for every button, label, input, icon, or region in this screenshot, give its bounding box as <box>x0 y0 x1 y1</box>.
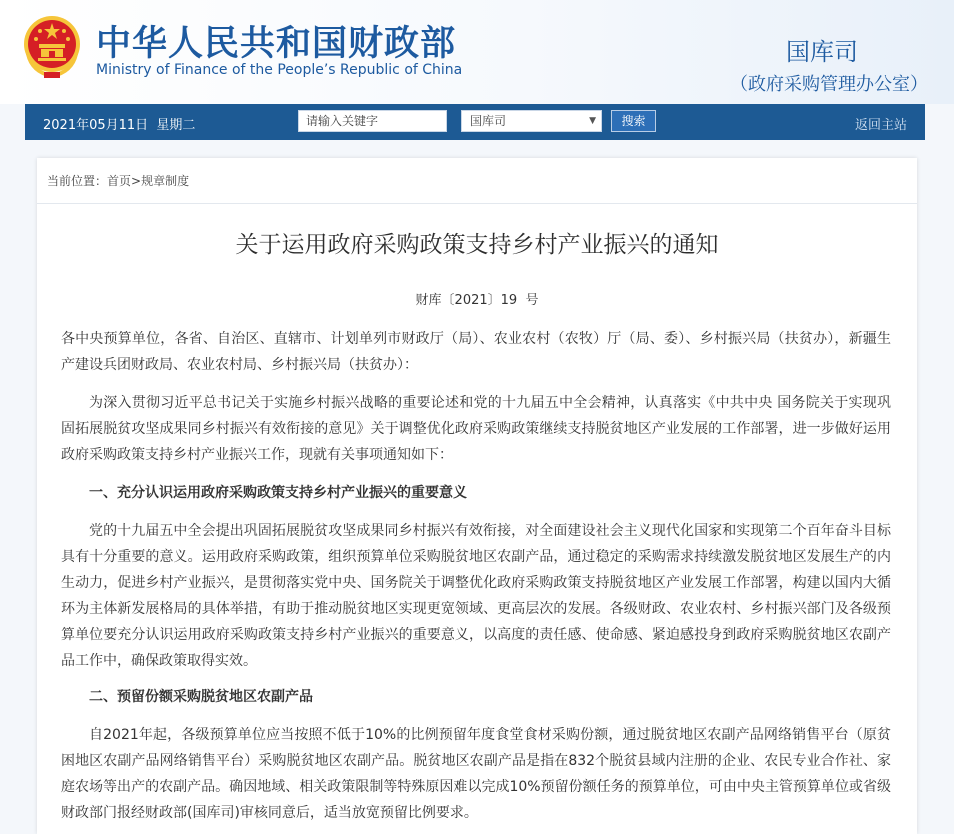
article-title: 关于运用政府采购政策支持乡村产业振兴的通知 <box>235 232 719 258</box>
section-1-body: 党的十九届五中全会提出巩固拓展脱贫攻坚成果同乡村振兴有效衔接，对全面建设社会主义现代化国家和实现第二个百年奋斗目标具有十分重要的意义。运用政府采购政策，组织预算单位采购脱贫地区农副产品，通过稳定的采购需求持续激发脱贫地区发展生产的内生动力，促进乡村产业振兴，是贯彻落实党中央、国务院关于调整优化政府采购政策支持脱贫地区产业发展工作部署，构建以国内大循环为主体新发展格局的具体举措，有助于推动脱贫地区实现更宽领域、更高层次的发展。各级财政、农业农村、乡村振兴部门及各级预算单位要充分认识运用政府采购政策支持乡村产业振兴的重要意义，以高度的责任感、使命感、紧迫感投身到政府采购脱贫地区农副产品工作中，确保政策取得实效。 <box>61 523 891 669</box>
section-2-heading: 二、预留份额采购脱贫地区农副产品 <box>89 689 313 705</box>
site-title[interactable]: 中华人民共和国财政部 <box>96 24 457 64</box>
search-button[interactable]: 搜索 <box>611 110 656 132</box>
section-1-heading: 一、充分认识运用政府采购政策支持乡村产业振兴的重要意义 <box>89 485 467 501</box>
breadcrumb-home-link[interactable]: 首页 <box>107 174 132 188</box>
back-home-link[interactable]: 返回主站 <box>855 118 908 133</box>
site-title-en: Ministry of Finance of the People’s Republic of China <box>96 62 463 78</box>
section-2-body: 自2021年起，各级预算单位应当按照不低于10%的比例预留年度食堂食材采购份额，通过脱贫地区农副产品网络销售平台（原贫困地区农副产品网络销售平台）采购脱贫地区农副产品。脱贫地区农副产品是指在832个脱贫县域内注册的企业、农民专业合作社、家庭农场等出产的农副产品。确因地域、相关政策限制等特殊原因难以完成10%预留份额任务的预算单位，可由中央主管预算单位或省级财政部门报经财政部(国库司)审核同意后，适当放宽预留比例要求。 <box>61 727 891 821</box>
article-container <box>37 158 917 834</box>
breadcrumb <box>47 172 189 189</box>
addressees-paragraph: 各中央预算单位，各省、自治区、直辖市、计划单列市财政厅（局）、农业农村（农牧）厅（局、委）、乡村振兴局（扶贫办），新疆生产建设兵团财政局、农业农村局、乡村振兴局（扶贫办）： <box>61 331 891 373</box>
department-name: 国库司 <box>786 38 858 66</box>
department-subtitle: （政府采购管理办公室） <box>730 74 928 95</box>
breadcrumb-bar <box>37 158 917 204</box>
breadcrumb-current-link[interactable]: 规章制度 <box>141 174 190 188</box>
document-number: 财库〔2021〕19 号 <box>415 293 539 308</box>
breadcrumb-separator: > <box>131 174 142 188</box>
search-input[interactable] <box>298 110 447 132</box>
search-scope-select[interactable] <box>461 110 602 132</box>
chevron-down-icon: ▼ <box>589 116 596 126</box>
national-emblem-icon[interactable] <box>22 14 82 80</box>
site-header <box>0 0 954 104</box>
search-scope-value: 国库司 <box>470 114 507 128</box>
intro-paragraph: 为深入贯彻习近平总书记关于实施乡村振兴战略的重要论述和党的十九届五中全会精神，认真落实《中共中央 国务院关于实现巩固拓展脱贫攻坚成果同乡村振兴有效衔接的意见》关于调整优化政府采购政策继续支持脱贫地区产业发展的工作部署，进一步做好运用政府采购政策支持乡村产业振兴工作，现就有关事项通知如下： <box>61 395 891 463</box>
top-navbar <box>25 104 925 140</box>
current-date: 2021年05月11日 星期二 <box>43 118 196 133</box>
breadcrumb-prefix: 当前位置： <box>47 174 108 188</box>
